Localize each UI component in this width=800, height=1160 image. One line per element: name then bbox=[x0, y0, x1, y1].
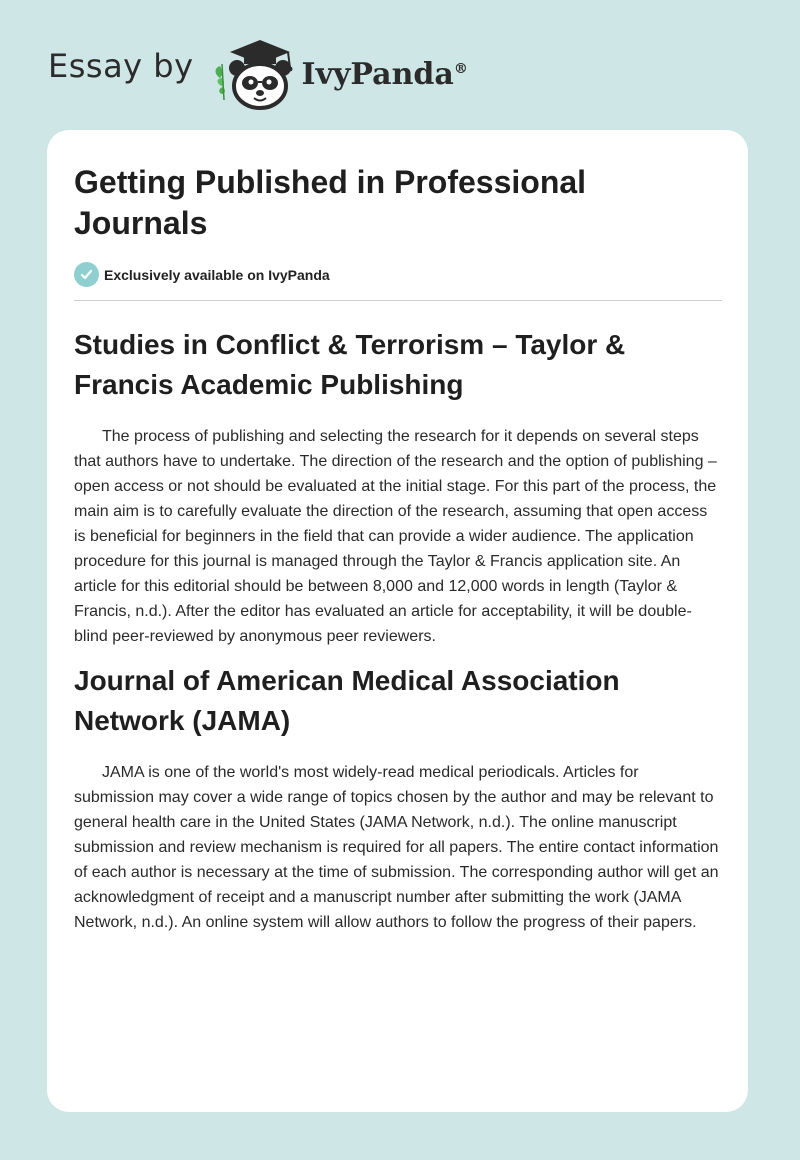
section-heading: Studies in Conflict & Terrorism – Taylor & Francis Academic Publishing bbox=[74, 329, 626, 400]
panda-logo-icon bbox=[210, 34, 296, 110]
brand-name: IvyPanda® bbox=[301, 56, 468, 92]
brand-header[interactable] bbox=[48, 34, 468, 110]
divider bbox=[74, 300, 722, 301]
checkmark-icon bbox=[74, 262, 99, 287]
section-heading: Journal of American Medical Association Network (JAMA) bbox=[74, 665, 620, 736]
section-paragraph: JAMA is one of the world's most widely-read medical periodicals. Articles for submission may cover a wide range of topics chosen by the author and may be relevant to general health care in the United States (JAMA Network, n.d.). The online manuscript submission and review mechanism is required for all papers. The entire contact information of each author is necessary at the time of submission. The corresponding author will get an acknowledgment of receipt and a manuscript number after submitting the work (JAMA Network, n.d.). An online system will allow authors to follow the progress of their papers. bbox=[74, 764, 719, 931]
article-card bbox=[47, 130, 748, 1112]
brand-prefix: Essay by bbox=[48, 47, 194, 85]
section-paragraph: The process of publishing and selecting the research for it depends on several steps that authors have to undertake. The direction of the research and the option of publishing – open access or not should be evaluated at the initial stage. For this part of the process, the main aim is to carefully evaluate the direction of the research, assuming that open access is beneficial for beginners in the field that can provide a wider audience. The application procedure for this journal is managed through the Taylor & Francis application site. An article for this editorial should be between 8,000 and 12,000 words in length (Taylor & Francis, n.d.). After the editor has evaluated an article for acceptability, it will be double-blind peer-reviewed by anonymous peer reviewers. bbox=[74, 428, 717, 645]
exclusive-badge bbox=[74, 262, 722, 287]
page-title: Getting Published in Professional Journals bbox=[74, 164, 587, 241]
badge-text: Exclusively available on IvyPanda bbox=[104, 266, 330, 283]
